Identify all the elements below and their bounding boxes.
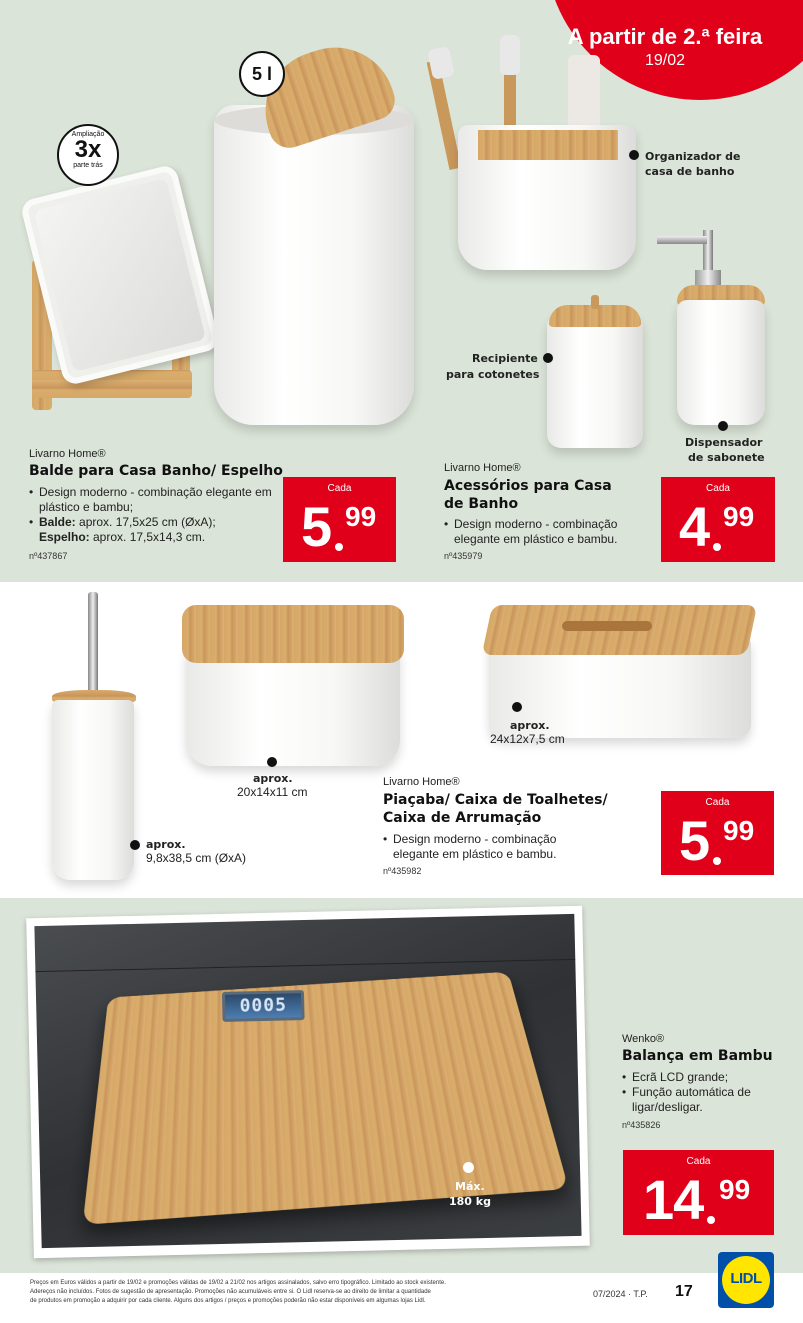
scale-photo-frame [26, 906, 590, 1259]
organizer-label-2: casa de banho [645, 165, 735, 178]
cotton-label-2: para cotonetes [446, 368, 540, 381]
magnification-top-text: Ampliação [71, 131, 105, 138]
scale-photo [34, 914, 581, 1248]
product-2-brand: Livarno Home® [444, 462, 521, 474]
banner-title: A partir de 2.ª feira [567, 24, 763, 49]
product-3-price-cents: 99 [723, 815, 755, 846]
product-1-price-dot [335, 543, 343, 551]
product-1-bullet-2: • Balde: aprox. 17,5x25 cm (ØxA); Espelho: aprox. 17,5x14,3 cm. [29, 515, 279, 545]
product-1-ref: nº437867 [29, 551, 68, 561]
magnification-value: 3x [74, 136, 102, 163]
toilet-brush-illustration [50, 592, 140, 882]
lidl-logo[interactable] [718, 1252, 774, 1308]
scale-lcd-digits: 0005 [239, 994, 288, 1017]
product-2-title-2: de Banho [444, 496, 519, 512]
volume-badge [239, 51, 285, 97]
bathroom-scale [95, 955, 520, 1194]
product-4-price-dot [707, 1216, 715, 1224]
product-3-price-main: 5 [679, 809, 710, 872]
box-size-label: aprox. [253, 772, 293, 785]
footer-disclaimer-3: de produtos em promoção a adquirir por cada cliente. Alguns dos artigos / preços e promoções poderão não estar disponíveis em algumas lojas Lidl. [30, 1298, 426, 1304]
product-2-ref: nº435979 [444, 551, 483, 561]
product-2-price-label: Cada [706, 483, 730, 494]
box-size-value: 20x14x11 cm [237, 785, 308, 799]
product-3-price-dot [713, 857, 721, 865]
organizer-label-1: Organizador de [645, 150, 741, 163]
scale-max-label: Máx. [455, 1180, 485, 1193]
product-2-bullets [444, 517, 654, 547]
soap-dispenser-dot [718, 421, 728, 431]
product-1-price-cents: 99 [345, 501, 377, 532]
product-2-price-dot [713, 543, 721, 551]
organizer-illustration [430, 30, 640, 280]
product-4-bullet-2: • Função automática de ligar/desligar. [622, 1085, 772, 1115]
product-1-title: Balde para Casa Banho/ Espelho [29, 463, 283, 479]
product-2-title-1: Acessórios para Casa [444, 478, 612, 494]
scale-max-dot [463, 1162, 474, 1173]
product-4-price-label: Cada [686, 1156, 711, 1167]
organizer-dot [629, 150, 639, 160]
product-1-bullet-1: • Design moderno - combinação elegante em plástico e bambu; [29, 485, 279, 515]
scale-lcd-display [222, 990, 305, 1022]
product-4-price-tag [623, 1150, 774, 1235]
footer-disclaimer-1: Preços em Euros válidos a partir de 19/02 e promoções válidas de 19/02 a 21/02 nos artigos assinalados, salvo erro tipográfico. Limitado ao stock existente. [30, 1280, 446, 1286]
product-3-ref: nº435982 [383, 866, 422, 876]
product-3-title-1: Piaçaba/ Caixa de Toalhetes/ [383, 792, 608, 808]
product-4-price-cents: 99 [719, 1174, 751, 1205]
product-2-bullet-1: • Design moderno - combinação elegante em plástico e bambu. [444, 517, 654, 547]
soap-label-2: de sabonete [688, 451, 765, 464]
box-size-dot [267, 757, 277, 767]
product-4-price-main: 14 [643, 1168, 704, 1231]
product-2-price-cents: 99 [723, 501, 755, 532]
product-3-title-2: Caixa de Arrumação [383, 810, 542, 826]
product-4-title: Balança em Bambu [622, 1048, 773, 1064]
cotton-container-illustration [545, 295, 645, 455]
product-3-bullets [383, 832, 603, 862]
tissue-size-label: aprox. [510, 719, 550, 732]
product-3-price-tag [661, 791, 774, 875]
lidl-logo-text: LIDL [730, 1270, 762, 1287]
brush-size-label: aprox. [146, 838, 186, 851]
cotton-label-1: Recipiente [472, 352, 538, 365]
product-3-brand: Livarno Home® [383, 776, 460, 788]
volume-text: 5 l [251, 64, 272, 84]
page-number: 17 [675, 1283, 693, 1300]
product-1-price-tag [283, 477, 396, 562]
product-2-price-tag [661, 477, 775, 562]
bathroom-bin-illustration [210, 40, 420, 430]
cotton-container-dot [543, 353, 553, 363]
magnification-bottom-text: parte trás [73, 162, 103, 169]
scale-max-value: 180 kg [449, 1195, 491, 1208]
product-2-price-main: 4 [679, 495, 710, 558]
product-1-brand: Livarno Home® [29, 448, 106, 460]
product-3-price-label: Cada [705, 797, 730, 808]
magnification-badge [57, 124, 119, 186]
product-3-bullet-1: • Design moderno - combinação elegante em plástico e bambu. [383, 832, 603, 862]
soap-dispenser-illustration [655, 230, 775, 430]
soap-label-1: Dispensador [685, 436, 763, 449]
mirror-illustration [22, 170, 212, 420]
product-1-price-label: Cada [327, 483, 352, 494]
banner-date: 19/02 [644, 52, 686, 69]
product-4-ref: nº435826 [622, 1120, 661, 1130]
product-1-bullets [29, 485, 279, 545]
brush-size-value: 9,8x38,5 cm (ØxA) [146, 851, 247, 865]
product-4-brand: Wenko® [622, 1033, 665, 1045]
footer-edition: 07/2024 · T.P. [593, 1289, 648, 1299]
footer-disclaimer-2: Adereços não incluídos. Fotos de sugestão de apresentação. Promoções não acumuláveis entre si. O Lidl reserva-se ao direito de limitar a quantidade [30, 1289, 431, 1295]
product-1-price-main: 5 [301, 495, 332, 558]
tissue-size-dot [512, 702, 522, 712]
tissue-size-value: 24x12x7,5 cm [490, 732, 565, 746]
product-4-bullet-1: • Ecrã LCD grande; [622, 1070, 772, 1085]
brush-size-dot [130, 840, 140, 850]
product-4-bullets [622, 1070, 772, 1115]
storage-box-illustration [180, 603, 405, 768]
